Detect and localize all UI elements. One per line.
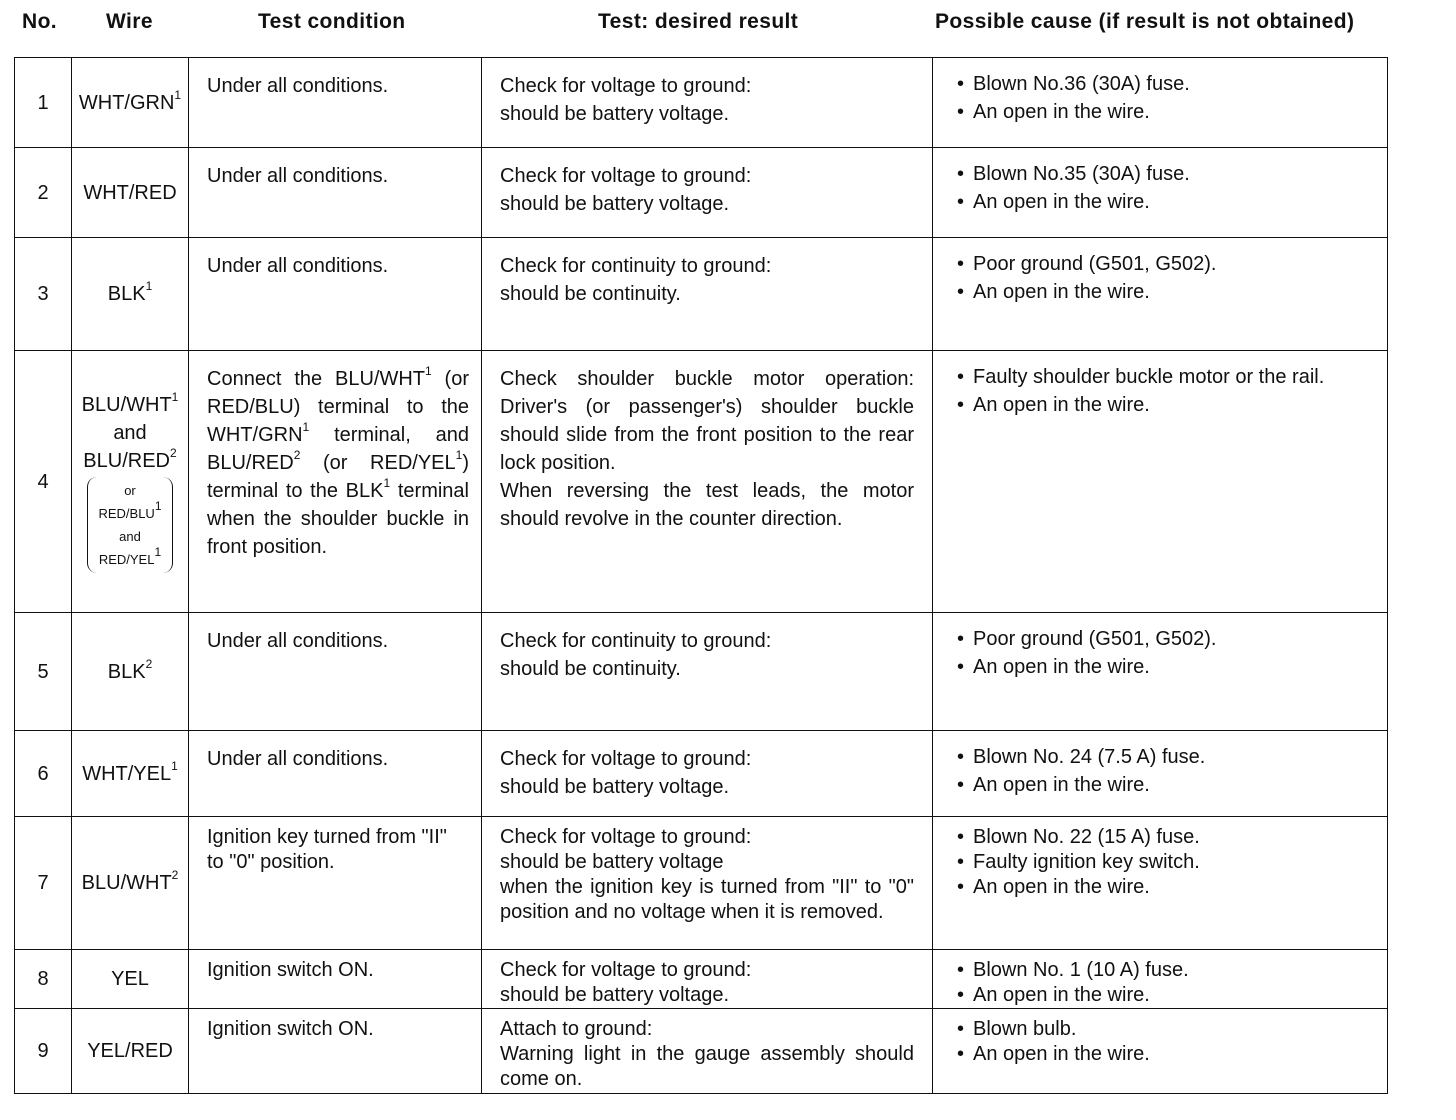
cause-list xyxy=(957,625,1375,681)
wire-cell xyxy=(72,613,189,731)
footnote-marker: 2 xyxy=(170,445,177,460)
table-row xyxy=(15,950,1388,1009)
footnote-marker: 1 xyxy=(455,448,463,463)
desired-result xyxy=(482,613,933,731)
cause-item: • An open in the wire. xyxy=(957,98,1375,126)
result-line: should be battery voltage. xyxy=(500,193,730,215)
condition-text: Ignition switch ON. xyxy=(207,1018,374,1040)
cause-list xyxy=(957,1017,1375,1067)
possible-cause xyxy=(933,351,1388,613)
header-desired-result: Test: desired result xyxy=(598,10,799,33)
condition-text: Under all conditions. xyxy=(207,165,389,187)
result-line: should be battery voltage. xyxy=(500,984,730,1006)
possible-cause xyxy=(933,731,1388,817)
table-row xyxy=(15,148,1388,238)
header-wire: Wire xyxy=(106,10,153,33)
possible-cause xyxy=(933,613,1388,731)
cause-list xyxy=(957,825,1375,900)
cause-item: • Blown No.36 (30A) fuse. xyxy=(957,70,1375,98)
cause-item: • An open in the wire. xyxy=(957,983,1375,1008)
condition-text: Ignition switch ON. xyxy=(207,959,374,981)
cause-item: • Blown No. 1 (10 A) fuse. xyxy=(957,958,1375,983)
result-line: Check for continuity to ground: xyxy=(500,255,772,277)
row-number: 2 xyxy=(15,148,72,238)
text-run: YEL xyxy=(111,967,149,990)
result-line: Check for voltage to ground: xyxy=(500,165,752,187)
footnote-marker: 1 xyxy=(154,499,162,514)
result-line: should be continuity. xyxy=(500,658,681,680)
text-run: RED/BLU xyxy=(98,505,155,521)
result-line: Check for voltage to ground: xyxy=(500,826,752,848)
header-no: No. xyxy=(22,10,58,33)
possible-cause xyxy=(933,148,1388,238)
cause-list xyxy=(957,958,1375,1008)
cause-item: • Blown No. 22 (15 A) fuse. xyxy=(957,825,1375,850)
wire-label xyxy=(72,658,188,686)
table-row xyxy=(15,238,1388,351)
table-row xyxy=(15,351,1388,613)
condition-text xyxy=(207,365,469,561)
wire-label xyxy=(72,391,188,475)
condition-text: Ignition key turned from "II" to "0" position. xyxy=(207,826,447,873)
possible-cause xyxy=(933,817,1388,950)
row-number: 9 xyxy=(15,1009,72,1094)
text-run: RED/YEL xyxy=(98,551,155,567)
text-run: BLU/WHT xyxy=(81,393,172,416)
footnote-marker: 1 xyxy=(145,279,153,294)
wire-cell xyxy=(72,238,189,351)
text-run: WHT/GRN xyxy=(78,91,175,114)
result-line: Check shoulder buckle motor operation: Driver's (or passenger's) shoulder buckle should slide from the front position to the rear lock position. xyxy=(500,368,914,474)
header-possible-cause: Possible cause (if result is not obtained) xyxy=(935,10,1355,33)
cause-item: • Blown No. 24 (7.5 A) fuse. xyxy=(957,743,1375,771)
cause-item: • Faulty ignition key switch. xyxy=(957,850,1375,875)
footnote-marker: 1 xyxy=(154,545,162,560)
table-row xyxy=(15,1009,1388,1094)
cause-list xyxy=(957,363,1375,419)
text-run: YEL/RED xyxy=(87,1039,173,1062)
header-test-condition: Test condition xyxy=(258,10,406,33)
possible-cause xyxy=(933,58,1388,148)
desired-result xyxy=(482,58,933,148)
footnote-marker: 1 xyxy=(302,420,310,435)
test-condition xyxy=(189,817,482,950)
wire-label xyxy=(72,1039,188,1064)
desired-result xyxy=(482,351,933,613)
desired-result xyxy=(482,238,933,351)
text-run: terminal when the shoulder buckle in front position. xyxy=(207,480,469,558)
result-line: should be battery voltage. xyxy=(500,776,730,798)
cause-list xyxy=(957,70,1375,126)
cause-item: • Poor ground (G501, G502). xyxy=(957,250,1375,278)
cause-item: • An open in the wire. xyxy=(957,653,1375,681)
test-condition xyxy=(189,613,482,731)
result-line: Check for voltage to ground: xyxy=(500,959,752,981)
result-line: should be battery voltage. xyxy=(500,103,730,125)
test-condition xyxy=(189,351,482,613)
row-number: 1 xyxy=(15,58,72,148)
footnote-marker: 1 xyxy=(383,476,391,491)
wire-label xyxy=(72,179,188,207)
result-line: should be battery voltage xyxy=(500,851,724,873)
wire-alternative xyxy=(87,477,172,573)
text-run: WHT/YEL xyxy=(82,762,172,785)
test-condition xyxy=(189,731,482,817)
cause-item: • Faulty shoulder buckle motor or the rail. xyxy=(957,363,1375,391)
desired-result xyxy=(482,950,933,1009)
table-row xyxy=(15,817,1388,950)
wire-label xyxy=(72,89,188,117)
cause-item: • Blown bulb. xyxy=(957,1017,1375,1042)
row-number: 3 xyxy=(15,238,72,351)
text-run: WHT/RED xyxy=(83,181,177,204)
cause-item: • An open in the wire. xyxy=(957,771,1375,799)
text-run: Connect the BLU/WHT xyxy=(207,368,426,390)
text-run: terminal, and BLU/RED xyxy=(207,424,469,474)
desired-result xyxy=(482,817,933,950)
text-run: BLK xyxy=(107,283,146,305)
wire-test-table xyxy=(14,57,1388,1094)
footnote-marker: 2 xyxy=(145,656,153,671)
footnote-marker: 2 xyxy=(293,448,301,463)
desired-result xyxy=(482,148,933,238)
cause-list xyxy=(957,250,1375,306)
test-condition xyxy=(189,1009,482,1094)
cause-item: • Blown No.35 (30A) fuse. xyxy=(957,160,1375,188)
row-number: 6 xyxy=(15,731,72,817)
wire-cell xyxy=(72,148,189,238)
row-number: 4 xyxy=(15,351,72,613)
footnote-marker: 1 xyxy=(171,389,179,404)
footnote-marker: 1 xyxy=(171,758,178,773)
result-line: Check for voltage to ground: xyxy=(500,75,752,97)
text-run: BLU/RED xyxy=(83,449,170,472)
text-run: ) terminal to the BLK xyxy=(207,452,469,502)
text-run: BLU/WHT xyxy=(81,871,172,894)
desired-result xyxy=(482,731,933,817)
footnote-marker: 1 xyxy=(425,364,432,379)
condition-text: Under all conditions. xyxy=(207,630,389,652)
possible-cause xyxy=(933,238,1388,351)
text-run: or xyxy=(124,482,136,498)
footnote-marker: 2 xyxy=(171,867,179,882)
text-run: and xyxy=(113,421,147,444)
wire-label xyxy=(72,280,188,308)
text-run: BLK xyxy=(107,660,146,683)
cause-item: • Poor ground (G501, G502). xyxy=(957,625,1375,653)
test-condition xyxy=(189,148,482,238)
test-condition xyxy=(189,950,482,1009)
test-condition xyxy=(189,58,482,148)
footnote-marker: 1 xyxy=(174,87,182,102)
result-line: should be continuity. xyxy=(500,283,681,305)
wire-cell xyxy=(72,351,189,613)
result-line: Attach to ground: xyxy=(500,1018,653,1040)
cause-item: • An open in the wire. xyxy=(957,391,1375,419)
text-run: (or RED/YEL xyxy=(300,452,456,474)
row-number: 5 xyxy=(15,613,72,731)
result-line: Check for voltage to ground: xyxy=(500,748,752,770)
text-run: (or RED/BLU) terminal to the WHT/GRN xyxy=(207,368,469,446)
cause-list xyxy=(957,743,1375,799)
text-run: and xyxy=(119,528,141,544)
cause-item: • An open in the wire. xyxy=(957,188,1375,216)
condition-text: Under all conditions. xyxy=(207,75,389,97)
row-number: 7 xyxy=(15,817,72,950)
wire-cell xyxy=(72,58,189,148)
table-row xyxy=(15,731,1388,817)
table-body xyxy=(15,58,1388,1094)
cause-item: • An open in the wire. xyxy=(957,875,1375,900)
result-line: When reversing the test leads, the motor should revolve in the counter direction. xyxy=(500,480,914,530)
result-line: Check for continuity to ground: xyxy=(500,630,772,652)
table-row xyxy=(15,58,1388,148)
wire-label xyxy=(72,967,188,992)
condition-text: Under all conditions. xyxy=(207,255,389,277)
result-line: Warning light in the gauge assembly should come on. xyxy=(500,1043,914,1090)
wire-label xyxy=(72,760,188,788)
cause-item: • An open in the wire. xyxy=(957,278,1375,306)
cause-item: • An open in the wire. xyxy=(957,1042,1375,1067)
row-number: 8 xyxy=(15,950,72,1009)
condition-text: Under all conditions. xyxy=(207,748,389,770)
desired-result xyxy=(482,1009,933,1094)
result-line: when the ignition key is turned from "II" to "0" position and no voltage when it is removed. xyxy=(500,876,914,923)
wire-cell xyxy=(72,950,189,1009)
wire-cell xyxy=(72,1009,189,1094)
table-row xyxy=(15,613,1388,731)
wire-cell xyxy=(72,817,189,950)
cause-list xyxy=(957,160,1375,216)
wire-cell xyxy=(72,731,189,817)
possible-cause xyxy=(933,950,1388,1009)
wire-label xyxy=(72,867,188,896)
possible-cause xyxy=(933,1009,1388,1094)
test-condition xyxy=(189,238,482,351)
